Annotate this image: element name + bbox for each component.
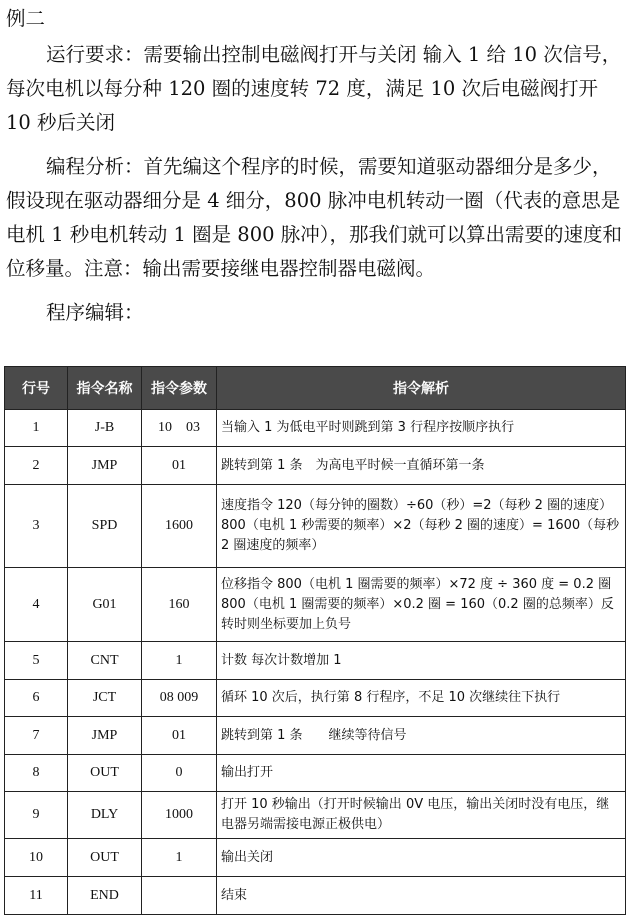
table-row xyxy=(5,792,626,839)
cell-param: 160 xyxy=(142,568,217,642)
table-header-row xyxy=(5,367,626,410)
table-row xyxy=(5,717,626,755)
cell-line: 9 xyxy=(5,792,68,839)
analysis-paragraph: 编程分析：首先编这个程序的时候，需要知道驱动器细分是多少，假设现在驱动器细分是 4 细分，800 脉冲电机转动一圈（代表的意思是电机 1 秒电机转动 1 圈是 800 脉冲），那我们就可以算出需要的速度和位移量。注意：输出需要接继电器控制器电磁阀。 xyxy=(6,155,622,280)
cell-desc: 结束 xyxy=(217,877,626,915)
cell-line: 6 xyxy=(5,680,68,717)
cell-line: 4 xyxy=(5,568,68,642)
cell-line: 8 xyxy=(5,755,68,792)
cell-desc: 位移指令 800（电机 1 圈需要的频率）×72 度 ÷ 360 度 = 0.2 圈 800（电机 1 圈需要的频率）×0.2 圈 = 160（0.2 圈的总频率）反转时则坐标要加上负号 xyxy=(217,568,626,642)
cell-cmd: CNT xyxy=(68,642,142,680)
cell-desc: 计数 每次计数增加 1 xyxy=(217,642,626,680)
table-row xyxy=(5,642,626,680)
cell-desc: 当输入 1 为低电平时则跳到第 3 行程序按顺序执行 xyxy=(217,410,626,447)
cell-line: 10 xyxy=(5,839,68,877)
example-title: 例二 xyxy=(6,7,46,30)
cell-desc: 打开 10 秒输出（打开时候输出 0V 电压，输出关闭时没有电压，继电器另端需接电源正极供电） xyxy=(217,792,626,839)
cell-cmd: JMP xyxy=(68,447,142,485)
header-line-no: 行号 xyxy=(5,367,68,410)
cell-cmd: OUT xyxy=(68,839,142,877)
requirement-paragraph: 运行要求：需要输出控制电磁阀打开与关闭 输入 1 给 10 次信号，每次电机以每分种 120 圈的速度转 72 度，满足 10 次后电磁阀打开 10 秒后关闭 xyxy=(6,43,622,134)
header-cmd-name: 指令名称 xyxy=(68,367,142,410)
cell-desc: 循环 10 次后，执行第 8 行程序，不足 10 次继续往下执行 xyxy=(217,680,626,717)
cell-cmd: J-B xyxy=(68,410,142,447)
header-cmd-desc: 指令解析 xyxy=(217,367,626,410)
header-cmd-param: 指令参数 xyxy=(142,367,217,410)
table-row xyxy=(5,755,626,792)
cell-line: 11 xyxy=(5,877,68,915)
cell-param: 0 xyxy=(142,755,217,792)
cell-desc: 跳转到第 1 条 继续等待信号 xyxy=(217,717,626,755)
cell-param: 1600 xyxy=(142,485,217,568)
table-row xyxy=(5,410,626,447)
table-row xyxy=(5,839,626,877)
cell-cmd: DLY xyxy=(68,792,142,839)
cell-cmd: JCT xyxy=(68,680,142,717)
cell-cmd: G01 xyxy=(68,568,142,642)
table-row xyxy=(5,447,626,485)
cell-param: 01 xyxy=(142,447,217,485)
cell-param: 10 03 xyxy=(142,410,217,447)
table-row xyxy=(5,568,626,642)
cell-param: 1000 xyxy=(142,792,217,839)
cell-desc: 跳转到第 1 条 为高电平时候一直循环第一条 xyxy=(217,447,626,485)
cell-line: 3 xyxy=(5,485,68,568)
cell-cmd: OUT xyxy=(68,755,142,792)
cell-param: 1 xyxy=(142,839,217,877)
cell-line: 7 xyxy=(5,717,68,755)
cell-desc: 输出打开 xyxy=(217,755,626,792)
cell-cmd: JMP xyxy=(68,717,142,755)
cell-param: 1 xyxy=(142,642,217,680)
cell-line: 2 xyxy=(5,447,68,485)
instruction-table xyxy=(4,366,626,915)
cell-cmd: SPD xyxy=(68,485,142,568)
cell-cmd: END xyxy=(68,877,142,915)
table-row xyxy=(5,485,626,568)
cell-desc: 输出关闭 xyxy=(217,839,626,877)
cell-line: 5 xyxy=(5,642,68,680)
table-row xyxy=(5,680,626,717)
cell-param: 01 xyxy=(142,717,217,755)
cell-param: 08 009 xyxy=(142,680,217,717)
cell-line: 1 xyxy=(5,410,68,447)
program-label: 程序编辑： xyxy=(46,301,144,324)
cell-desc: 速度指令 120（每分钟的圈数）÷60（秒）=2（每秒 2 圈的速度）800（电机 1 秒需要的频率）×2（每秒 2 圈的速度）= 1600（每秒 2 圈速度的频率） xyxy=(217,485,626,568)
